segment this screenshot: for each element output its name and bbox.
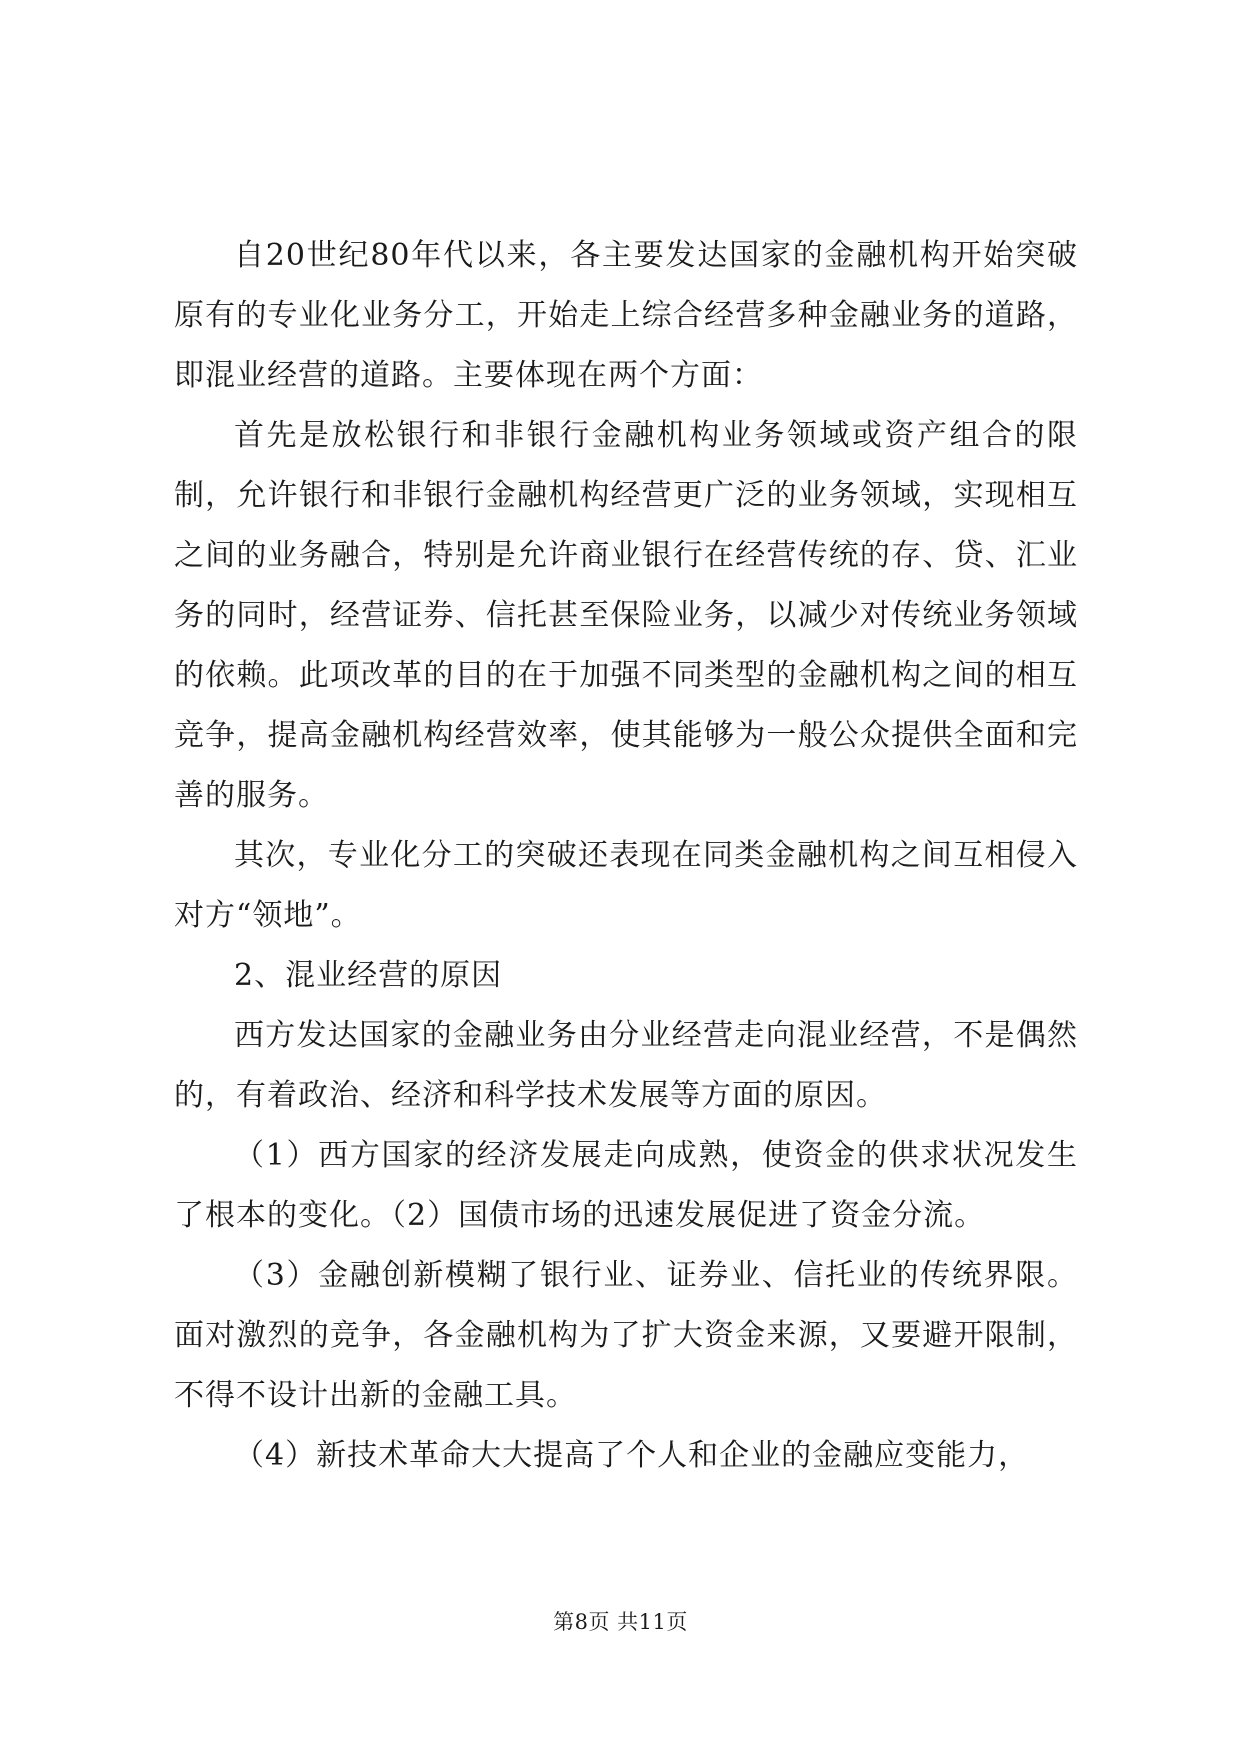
paragraph-reason-4: （4）新技术革命大大提高了个人和企业的金融应变能力， (234, 1438, 1030, 1473)
paragraph-second-aspect: 其次，专业化分工的突破还表现在同类金融机构之间互相侵入对方“领地”。 (174, 838, 1078, 933)
paragraph-reason-3: （3）金融创新模糊了银行业、证券业、信托业的传统界限。面对激烈的竞争，各金融机构为了扩大资金来源，又要避开限制，不得不设计出新的金融工具。 (174, 1258, 1078, 1413)
page-number-footer: 第8页 共11页 (553, 1610, 688, 1634)
paragraph-reasons-intro: 西方发达国家的金融业务由分业经营走向混业经营，不是偶然的，有着政治、经济和科学技术发展等方面的原因。 (174, 1018, 1078, 1113)
paragraph-reason-1-2: （1）西方国家的经济发展走向成熟，使资金的供求状况发生了根本的变化。（2）国债市场的迅速发展促进了资金分流。 (174, 1138, 1078, 1233)
paragraph-first-aspect: 首先是放松银行和非银行金融机构业务领域或资产组合的限制，允许银行和非银行金融机构经营更广泛的业务领域，实现相互之间的业务融合，特别是允许商业银行在经营传统的存、贷、汇业务的同时，经营证券、信托甚至保险业务，以减少对传统业务领域的依赖。此项改革的目的在于加强不同类型的金融机构之间的相互竞争，提高金融机构经营效率，使其能够为一般公众提供全面和完善的服务。 (174, 418, 1078, 813)
document-body (174, 226, 1078, 1486)
section-heading-reasons: 2、混业经营的原因 (234, 958, 503, 993)
paragraph-intro: 自20世纪80年代以来，各主要发达国家的金融机构开始突破原有的专业化业务分工，开始走上综合经营多种金融业务的道路，即混业经营的道路。主要体现在两个方面： (174, 238, 1078, 393)
